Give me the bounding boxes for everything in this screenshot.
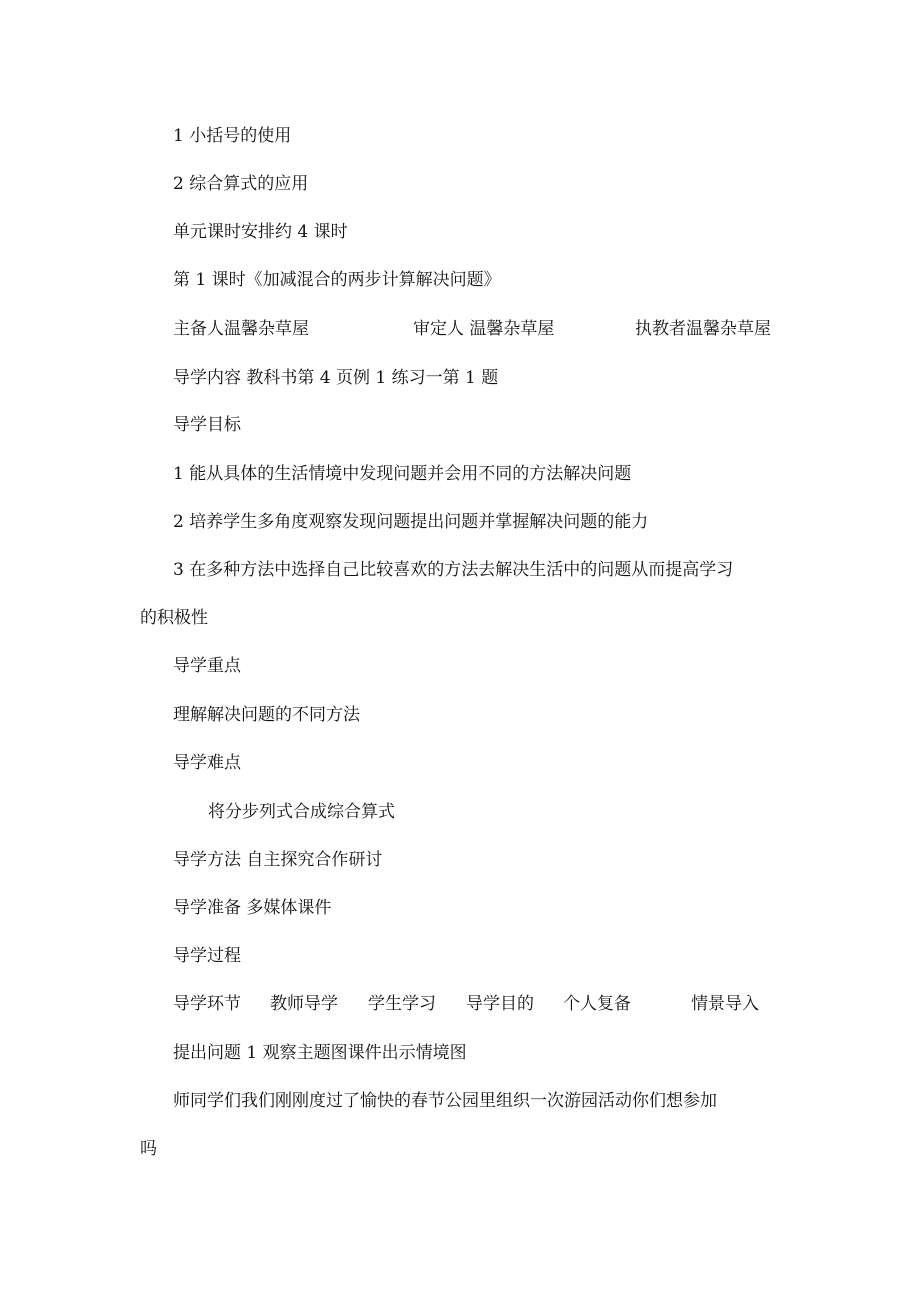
section-heading: 导学难点: [173, 753, 241, 773]
text-line: 1 能从具体的生活情境中发现问题并会用不同的方法解决问题: [173, 464, 632, 484]
col-scene-intro: 情景导入: [691, 994, 759, 1014]
text-line: 将分步列式合成综合算式: [208, 802, 395, 822]
staff-row: [173, 317, 813, 341]
text-line: 2 综合算式的应用: [173, 174, 309, 194]
text-line: 师同学们我们刚刚度过了愉快的春节公园里组织一次游园活动你们想参加: [173, 1091, 717, 1111]
col-personal-prep: 个人复备: [563, 994, 631, 1014]
teacher: 执教者温馨杂草屋: [635, 319, 771, 339]
text-line-wrap: 的积极性: [140, 608, 208, 628]
col-teacher-guide: 教师导学: [270, 994, 338, 1014]
text-line: 理解解决问题的不同方法: [173, 705, 360, 725]
text-line: 单元课时安排约 4 课时: [173, 222, 348, 242]
col-stage: 导学环节: [173, 994, 241, 1014]
text-line: 导学准备 多媒体课件: [173, 898, 332, 918]
text-line: 提出问题 1 观察主题图课件出示情境图: [173, 1043, 467, 1063]
section-heading: 导学过程: [173, 946, 241, 966]
preparer: 主备人温馨杂草屋: [173, 319, 309, 339]
section-heading: 导学目标: [173, 415, 241, 435]
text-line: 导学方法 自主探究合作研讨: [173, 850, 383, 870]
col-purpose: 导学目的: [466, 994, 534, 1014]
text-line-wrap: 吗: [140, 1139, 157, 1159]
text-line: 2 培养学生多角度观察发现问题提出问题并掌握解决问题的能力: [173, 512, 649, 532]
section-heading: 导学重点: [173, 656, 241, 676]
lesson-title: 第 1 课时《加减混合的两步计算解决问题》: [173, 270, 501, 290]
text-line: 1 小括号的使用: [173, 126, 292, 146]
col-student-study: 学生学习: [368, 994, 436, 1014]
reviewer: 审定人 温馨杂草屋: [413, 319, 555, 339]
text-line: 导学内容 教科书第 4 页例 1 练习一第 1 题: [173, 368, 499, 388]
process-header-row: [173, 992, 793, 1016]
text-line: 3 在多种方法中选择自己比较喜欢的方法去解决生活中的问题从而提高学习: [173, 560, 734, 580]
